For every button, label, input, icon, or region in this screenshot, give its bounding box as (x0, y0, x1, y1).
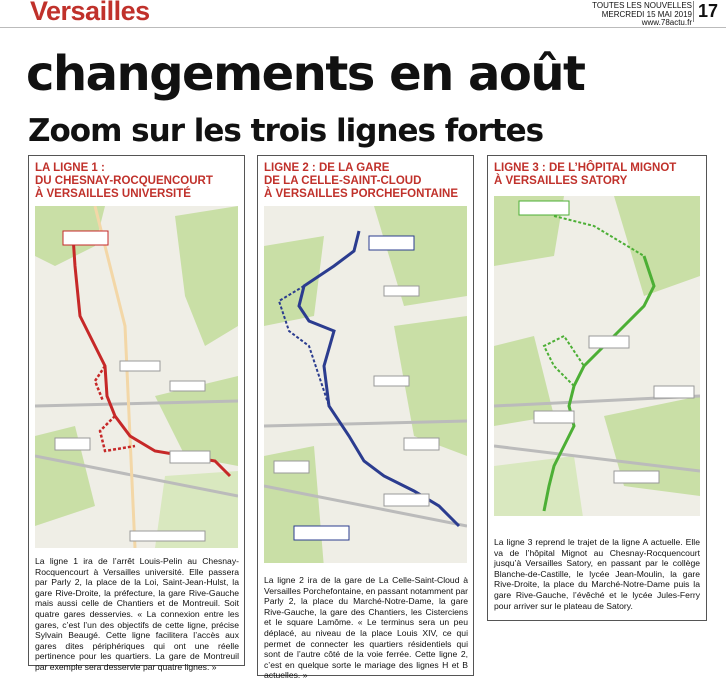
line1-card-title (35, 162, 245, 201)
line2-card (257, 155, 474, 681)
section-title: Versailles (30, 0, 150, 26)
headline: changements en août (26, 46, 585, 102)
line3-title-line: À VERSAILLES SATORY (494, 175, 628, 187)
line2-route-map (264, 206, 467, 568)
line2-title-line: À VERSAILLES PORCHEFONTAINE (264, 188, 459, 200)
line3-route-map (494, 196, 700, 524)
publication-date: MERCREDI 15 MAI 2019 (601, 9, 692, 19)
line3-title-line: LIGNE 3 : DE L’HÔPITAL MIGNOT (494, 162, 677, 174)
line1-title-line: À VERSAILLES UNIVERSITÉ (35, 188, 191, 200)
line1-title-line: LA LIGNE 1 : (35, 162, 105, 174)
line3-map-legend (494, 516, 700, 530)
line2-title-line: DE LA CELLE-SAINT-CLOUD (264, 175, 422, 187)
header-divider (0, 27, 726, 28)
line1-caption: La ligne 1 ira de l’arrêt Louis-Pelin au Chesnay-Rocquencourt à Versailles université. Elle passera par Parly 2, la place de la Loi, Saint-Jean-Hulst, la gare Rive-Droite, la préfecture, la gare Rive-Gauche mais aussi celle de Chantiers et de Montreuil. Soit quatre gares desservies. « La connexion entre les gares, c’est l’un des objectifs de cette ligne, précise Sylvain Beaugé. Cette ligne facilitera l’accès aux gares dites périphériques qui ont une réelle pertinence pour les quartiers. La gare de Montreuil par exemple sera desservie par quatre lignes. » (35, 556, 239, 672)
line2-caption: La ligne 2 ira de la gare de La Celle-Saint-Cloud à Versailles Porchefontaine, en passant notamment par Parly 2, la place du Marché-Notre-Dame, la gare Rive-Gauche, la gare des Chantiers, les Cisterciens et le square Lamôme. « Le terminus sera un peu déplacé, au niveau de la place Louis XIV, ce qui permet de connecter les quartiers résidentiels qui sont de l’autre côté de la voie ferrée. Cette ligne 2, c’est en quelque sorte le mariage des lignes H et B actuelles. » (264, 575, 468, 681)
subheadline: Zoom sur les trois lignes fortes (28, 113, 544, 149)
line1-card (28, 155, 245, 672)
line2-title-line: LIGNE 2 : DE LA GARE (264, 162, 390, 174)
page-header (0, 0, 726, 28)
line1-route-map (35, 206, 238, 548)
publication-name: TOUTES LES NOUVELLES (592, 1, 692, 10)
line3-caption: La ligne 3 reprend le trajet de la ligne A actuelle. Elle va de l’hôpital Mignot au Chesnay-Rocquencourt jusqu’à Versailles Satory, en passant par le collège Blanche-de-Castille, le lycée Jean-Moulin, la gare Rive-Droite, la place du Marché-Notre-Dame puis la gare Rive-Gauche, l’évêché et le lycée Jules-Ferry pour arriver sur le plateau de Satory. (494, 537, 700, 611)
publication-url: www.78actu.fr (641, 18, 692, 27)
page-number: 17 (693, 1, 718, 22)
line3-card (487, 155, 707, 621)
line2-card-title (264, 162, 474, 201)
publication-info (592, 2, 692, 28)
line1-title-line: DU CHESNAY-ROCQUENCOURT (35, 175, 213, 187)
line3-card-title (494, 162, 704, 188)
